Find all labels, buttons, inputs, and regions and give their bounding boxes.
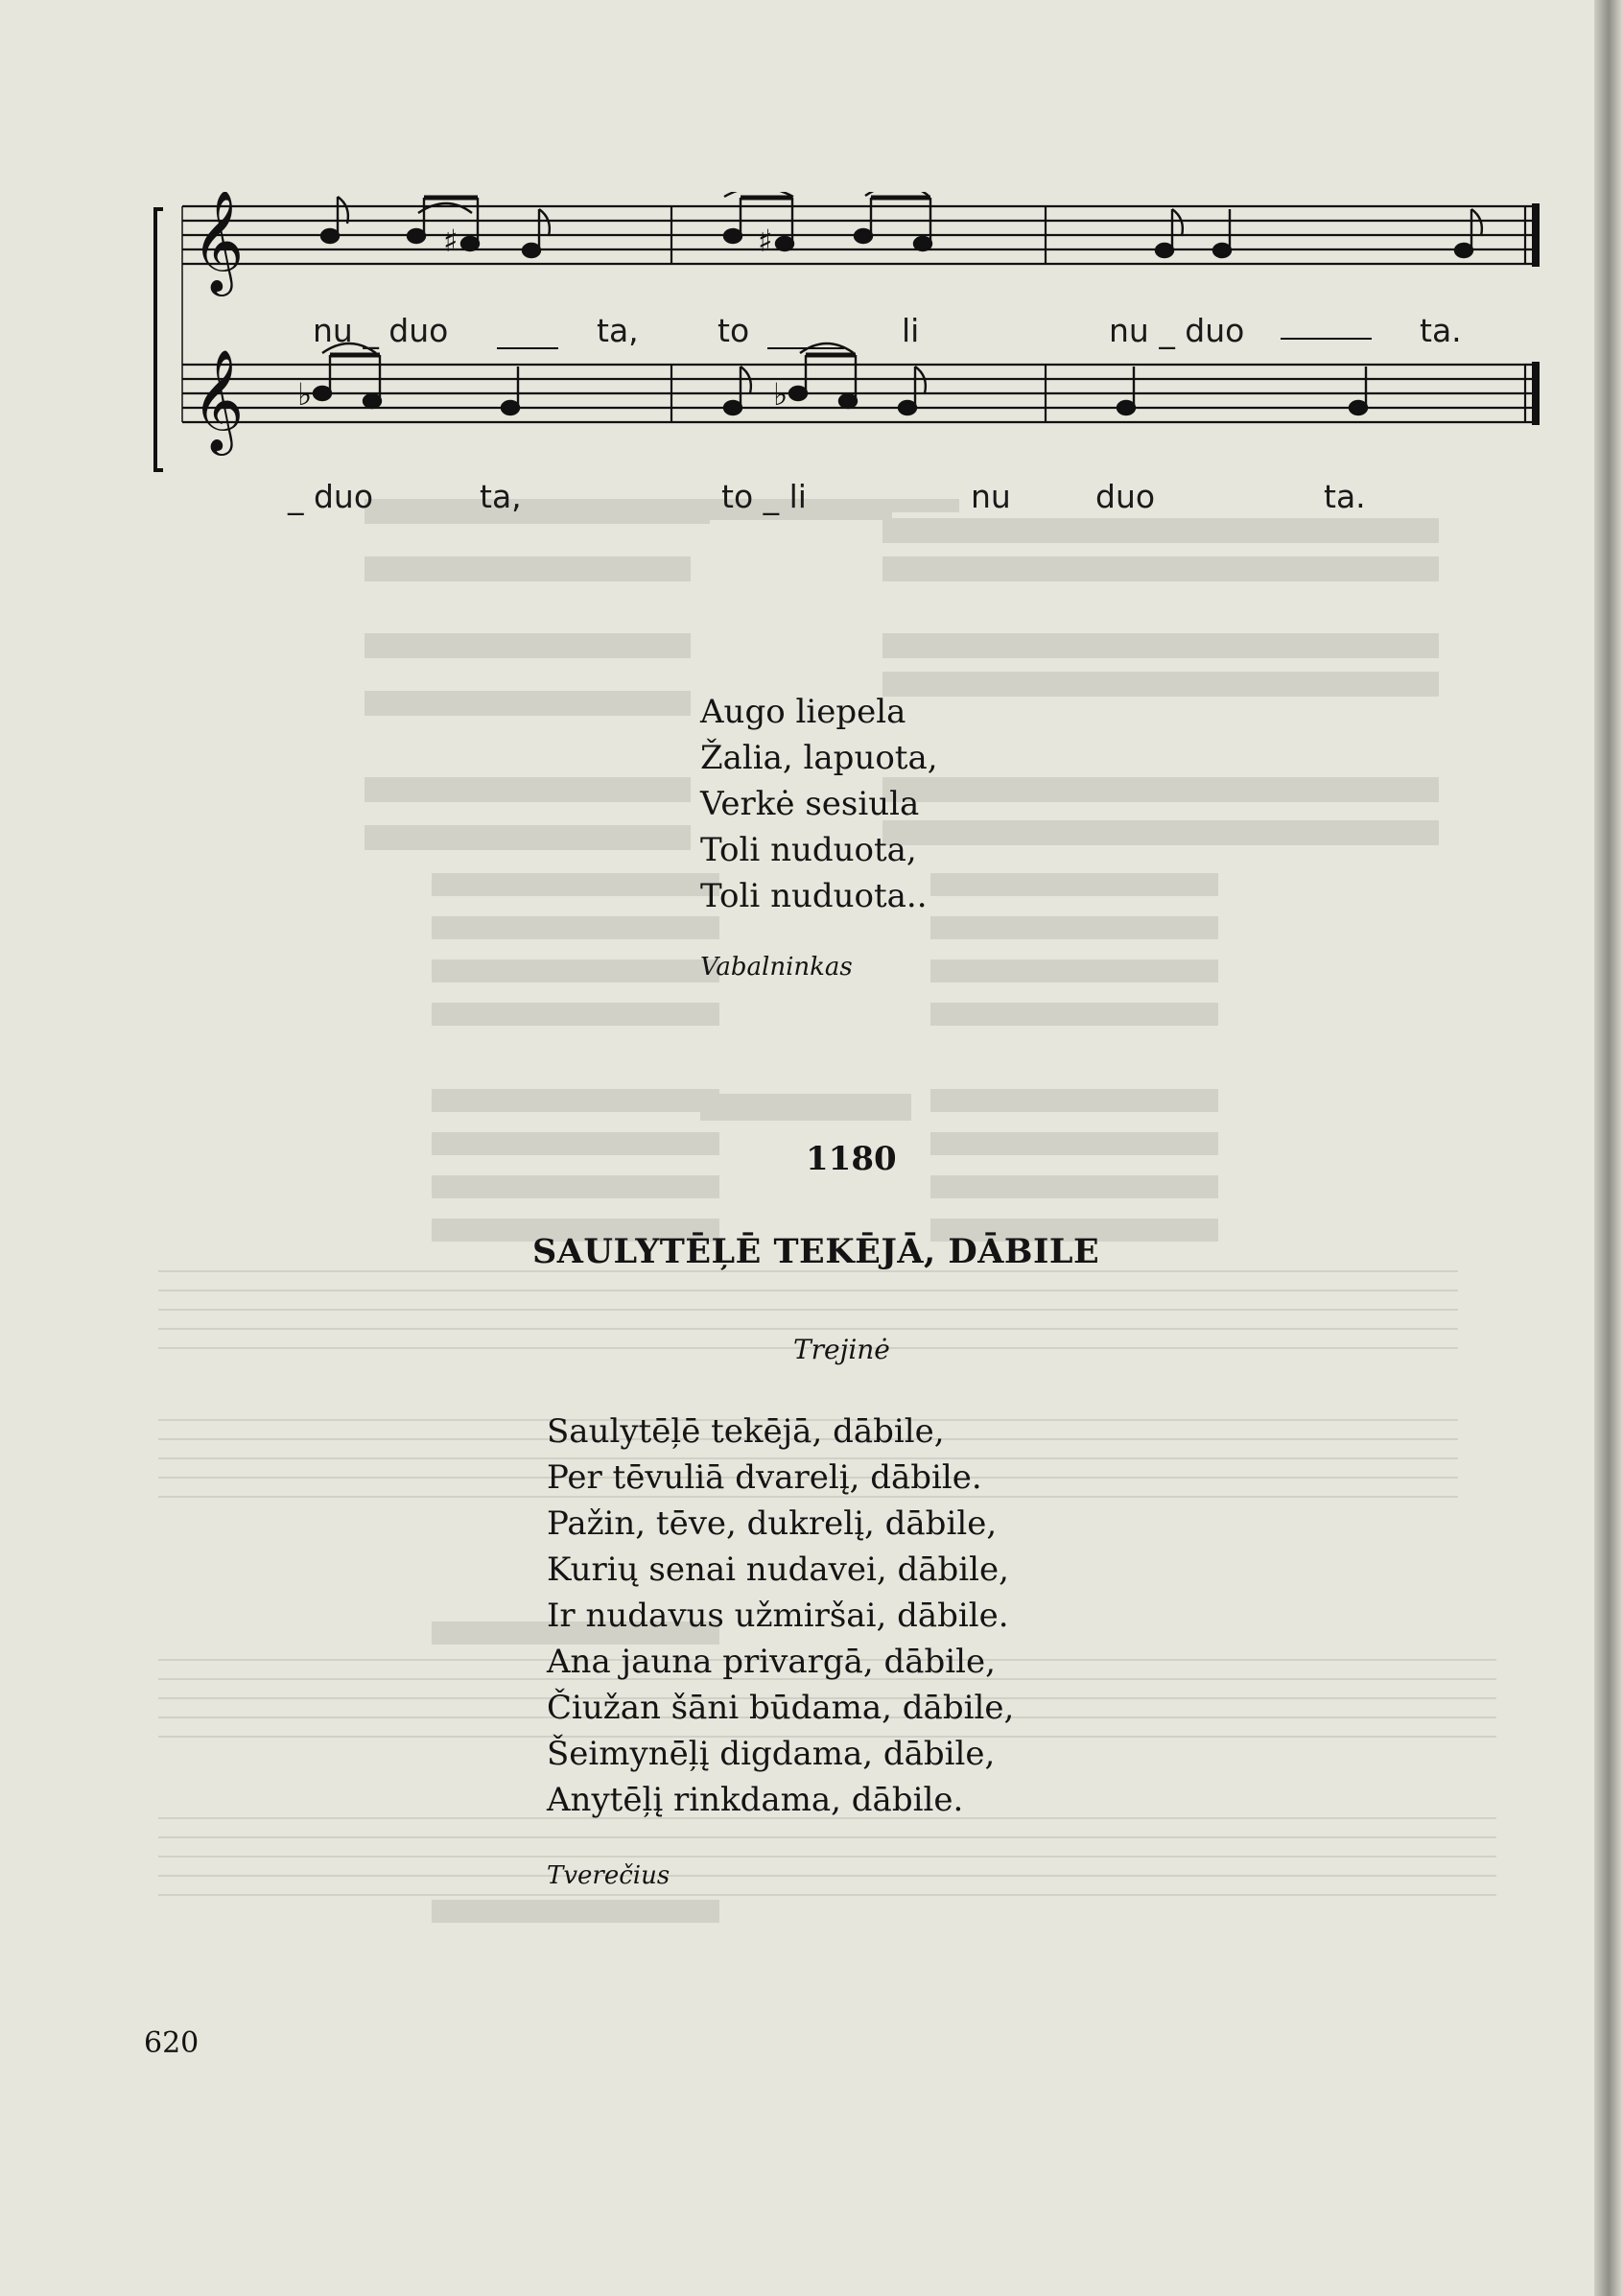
verse-line: Kurių senai nudavei, dābile, xyxy=(547,1550,1009,1589)
verse-line: Šeimynēļį digdama, dābile, xyxy=(547,1735,996,1773)
page-binding-edge xyxy=(1594,0,1623,2296)
verse-line: Anytēļį rinkdama, dābile. xyxy=(547,1781,964,1819)
song-subtitle: Trejinė xyxy=(793,1334,890,1365)
song-title: SAULYTĒĻĒ TEKĒJĀ, DĀBILE xyxy=(532,1232,1100,1271)
place-of-recording: Vabalninkas xyxy=(700,953,853,982)
music-lyric: ta, xyxy=(480,478,522,515)
svg-text:♭: ♭ xyxy=(773,376,788,413)
verse-line: Augo liepela xyxy=(700,693,906,731)
music-lyric: ta, xyxy=(597,312,639,349)
svg-text:𝄞: 𝄞 xyxy=(192,348,245,451)
verse-line: Toli nuduota.. xyxy=(700,877,928,915)
svg-text:𝄞: 𝄞 xyxy=(192,192,245,292)
verse-line: Saulytēļē tekējā, dābile, xyxy=(547,1412,945,1451)
music-lyric: duo xyxy=(1095,478,1156,515)
music-lyric: nu _ duo xyxy=(1109,312,1245,349)
svg-text:♯: ♯ xyxy=(443,223,459,259)
music-lyric: to xyxy=(717,312,750,349)
page-number: 620 xyxy=(144,2026,200,2060)
song-number: 1180 xyxy=(806,1140,897,1178)
verse-text xyxy=(547,1408,1014,1823)
music-lyric: _ duo xyxy=(288,478,374,515)
music-lyric: nu _ duo xyxy=(313,312,449,349)
music-lyric: nu xyxy=(971,478,1011,515)
verse-line: Pažin, tēve, dukrelį, dābile, xyxy=(547,1504,998,1543)
verse-text xyxy=(700,689,938,919)
svg-text:♯: ♯ xyxy=(758,223,773,259)
verse-line: Čiužan šāni būdama, dābile, xyxy=(547,1689,1015,1727)
verse-line: Verkė sesiula xyxy=(700,785,920,823)
music-lyric: to _ li xyxy=(721,478,807,515)
verse-line: Toli nuduota, xyxy=(700,831,917,869)
verse-line: Per tēvuliā dvarelį, dābile. xyxy=(547,1458,982,1497)
verse-line: Ir nudavus užmiršai, dābile. xyxy=(547,1597,1009,1635)
music-lyric: li xyxy=(902,312,920,349)
music-lyric: ta. xyxy=(1324,478,1366,515)
place-of-recording: Tverečius xyxy=(547,1861,670,1890)
verse-line: Ana jauna privargā, dābile, xyxy=(547,1643,996,1681)
music-lyric: ta. xyxy=(1420,312,1462,349)
verse-line: Žalia, lapuota, xyxy=(700,739,938,777)
svg-text:♭: ♭ xyxy=(297,376,313,413)
